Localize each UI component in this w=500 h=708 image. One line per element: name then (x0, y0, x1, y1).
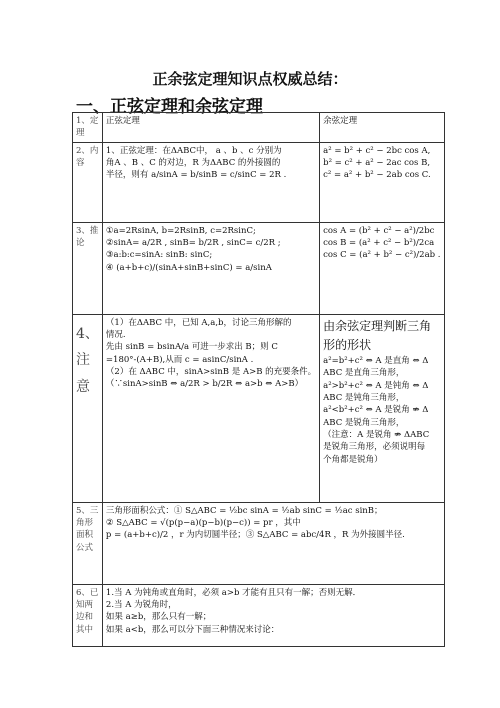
row-label: 2、内容 (73, 142, 103, 222)
text-line: a²=b²+c² ⇔ A 是直角 ⇔ Δ (323, 356, 429, 366)
formula-line: b² = c² + a² − 2ac cos B, (323, 157, 431, 168)
text-line: 2.当 A 为锐角时， (105, 599, 177, 610)
text-line: 1.当 A 为钝角或直角时，必须 a>b 才能有且只有一解；否则无解． (105, 587, 362, 598)
text-line: 半径，则有 a/sinA = b/sinB = c/sinC = 2R . (105, 170, 287, 181)
sine-rule-content (102, 142, 319, 222)
area-formula-content (102, 502, 444, 584)
cosine-rule-content (320, 142, 444, 222)
row-label: 5、三角形面积公式 (73, 502, 103, 584)
theorem-table (72, 112, 445, 647)
table-row (73, 584, 445, 646)
text-line: ABC 是钝角三角形， (323, 392, 405, 403)
row-label: 4、注意 (73, 314, 103, 502)
row-label: 3、推论 (73, 222, 103, 314)
table-row (73, 113, 445, 143)
text-line: （注意：A 是锐角 ⇏ ΔABC (323, 429, 430, 440)
table-row (73, 314, 445, 502)
formula-line: a² = b² + c² − 2bc cos A, (323, 145, 431, 156)
notes-content (102, 314, 319, 502)
text-line: （2）在 ΔABC 中，sinA>sinB 是 A>B 的充要条件。 (105, 366, 317, 377)
formula-line: cos B = (a² + c² − b²)/2ca (323, 237, 435, 248)
sine-rule-header: 正弦定理 (102, 113, 319, 143)
text-line: 1、正弦定理：在ΔABC中， a 、b 、c 分别为 (105, 145, 282, 156)
text-line: =180°-(A+B),从而 c = asinC/sinA . (105, 354, 254, 365)
text-line: 角A 、B 、C 的对边，R 为ΔABC 的外接圆的 (105, 157, 281, 168)
text-line: ④ (a+b+c)/(sinA+sinB+sinC) = a/sinA (105, 262, 272, 273)
sine-corollaries (102, 222, 319, 314)
text-line: 是锐角三角形，必须说明每 (323, 442, 426, 453)
two-sides-content (102, 584, 444, 646)
cosine-rule-header: 余弦定理 (320, 113, 444, 143)
text-line: 如果 a<b，那么可以分下面三种情况来讨论： (105, 624, 280, 635)
triangle-shape-heading: 由余弦定理判断三角形的形状 (323, 318, 432, 352)
table-row (73, 222, 445, 314)
row-label: 6、已知两边和其中 (73, 584, 103, 646)
text-line: （∵sinA>sinB ⇔ a/2R > b/2R ⇔ a>b ⇔ A>B） (105, 379, 304, 390)
text-line: ①a=2RsinA, b=2RsinB, c=2RsinC; (105, 225, 256, 236)
text-line: ② S△ABC = √(p(p−a)(p−b)(p−c)) = pr ，其中 (105, 517, 301, 528)
text-line: ②sinA= a/2R , sinB= b/2R , sinC= c/2R ; (105, 237, 281, 248)
text-line: a²>b²+c² ⇔ A 是钝角 ⇔ Δ (323, 380, 429, 391)
text-line: 个角都是锐角） (323, 454, 383, 465)
document-title: 正余弦定理知识点权威总结： (152, 70, 348, 88)
formula-line: c² = a² + b² − 2ab cos C. (323, 170, 431, 181)
formula-line: cos A = (b² + c² − a²)/2bc (323, 225, 435, 236)
text-line: 如果 a≥b，那么只有一解； (105, 612, 212, 623)
formula-line: cos C = (a² + b² − c²)/2ab . (323, 250, 441, 261)
text-line: ABC 是直角三角形， (323, 368, 405, 379)
text-line: ABC 是锐角三角形， (323, 417, 405, 428)
table-row (73, 502, 445, 584)
row-label: 1、定理 (73, 113, 103, 143)
section-heading: 一、正弦定理和余弦定理 (76, 97, 263, 117)
text-line: ③a:b:c=sinA: sinB: sinC; (105, 250, 213, 261)
text-line: a²<b²+c² ⇔ A 是锐角 ⇏ Δ (323, 405, 429, 416)
cosine-corollaries (320, 222, 444, 314)
text-line: （1）在ΔABC 中，已知 A,a,b，讨论三角形解的 (105, 317, 292, 328)
text-line: 情况. (105, 329, 126, 340)
text-line: p = (a+b+c)/2 ，r 为内切圆半径；③ S△ABC = abc/4R ，R 为外接圆半径. (105, 530, 405, 541)
text-line: 三角形面积公式：① S△ABC = ½bc sinA = ½ab sinC = ½ac sinB； (105, 505, 383, 516)
table-row (73, 142, 445, 222)
triangle-shape-content (320, 314, 444, 502)
text-line: 先由 sinB = bsinA/a 可进一步求出 B；则 C (105, 342, 278, 353)
